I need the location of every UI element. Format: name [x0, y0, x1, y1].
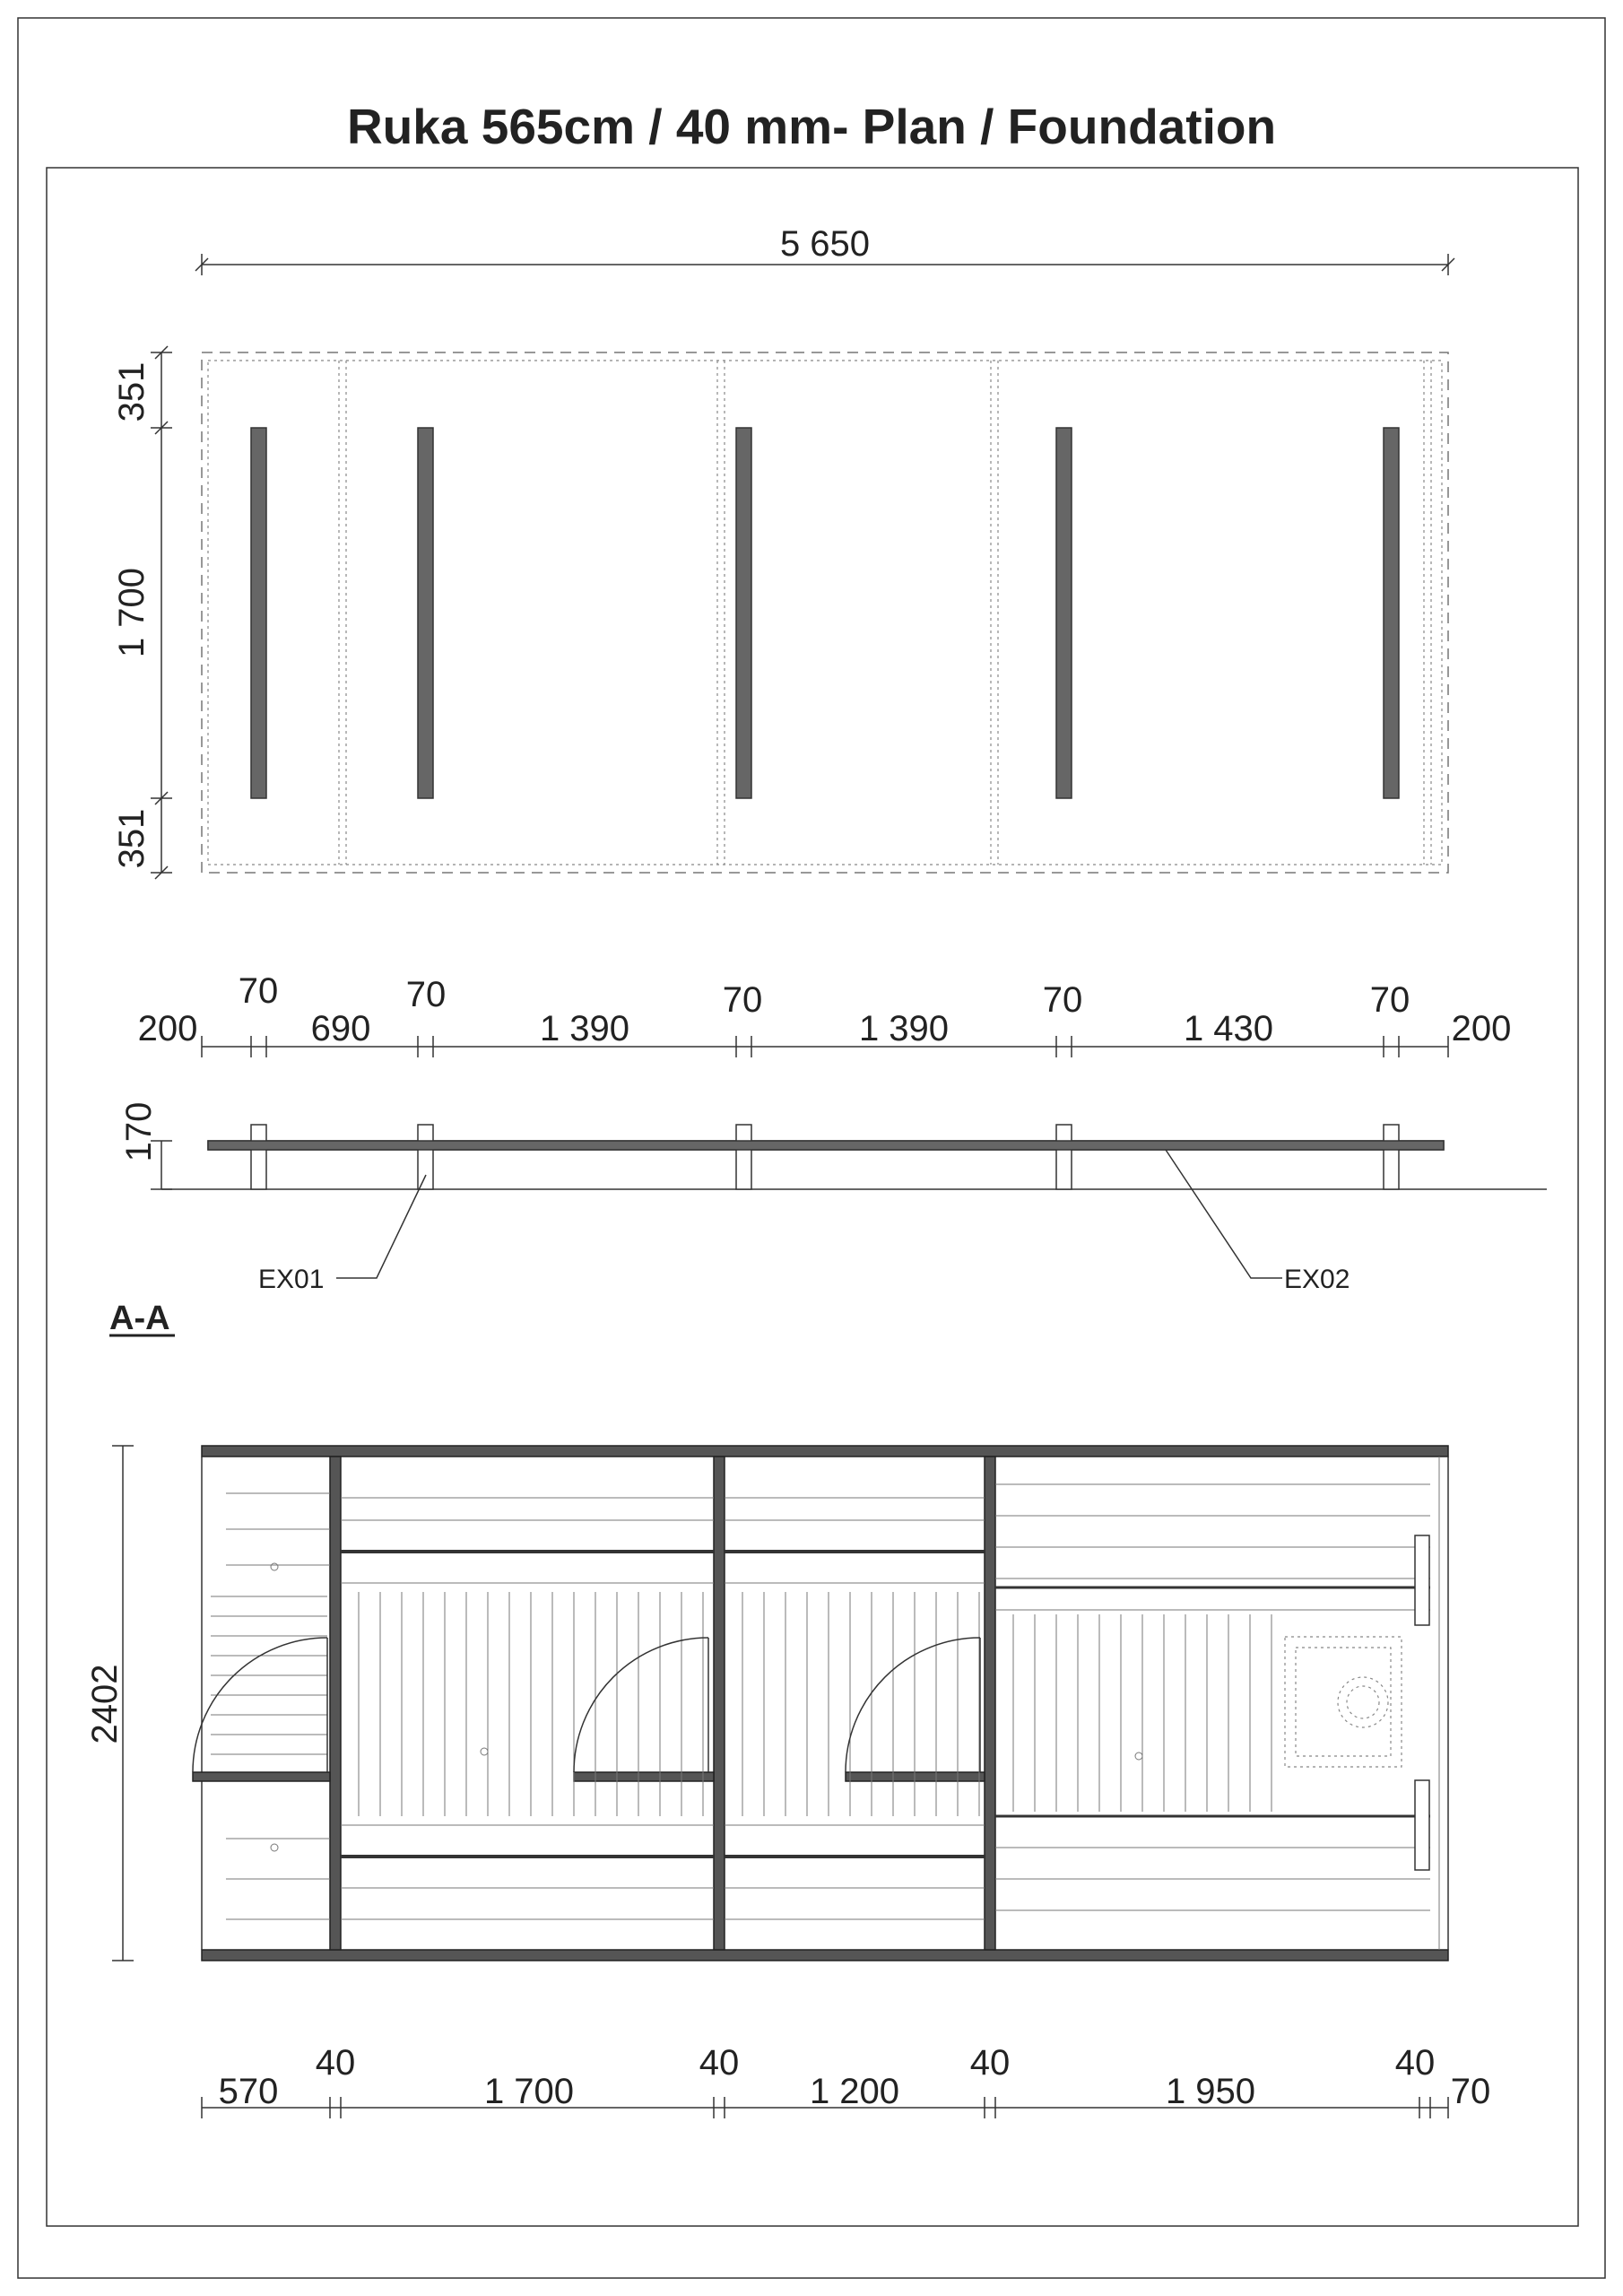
label-ex01: EX01 [258, 1265, 325, 1294]
side-dim-bottom: 351 [112, 808, 152, 869]
room-dim-3: 1 200 [809, 2072, 900, 2111]
side-dim-top: 351 [112, 361, 152, 422]
floor-plan [85, 1446, 1490, 2118]
benches-bottom [226, 1816, 1430, 1919]
entrance-door [193, 1638, 327, 1772]
span-dim-3: 1 390 [539, 1009, 630, 1048]
span-dim-6: 200 [1451, 1009, 1512, 1048]
support-post [251, 1125, 266, 1189]
leader-ex01 [336, 1175, 426, 1278]
foundation-beam [251, 428, 266, 798]
label-ex02: EX02 [1284, 1265, 1350, 1294]
entrance-wall [193, 1772, 330, 1781]
foundation-beam [736, 428, 751, 798]
benches-top [226, 1484, 1430, 1610]
gap-dim-2: 70 [405, 975, 447, 1014]
window [1415, 1535, 1429, 1625]
corridor-wall [574, 1772, 714, 1781]
section-height-dim: 170 [119, 1101, 159, 1162]
foundation-beam [1384, 428, 1399, 798]
room-dim-5: 70 [1450, 2072, 1491, 2111]
span-dim-4: 1 390 [858, 1009, 950, 1048]
support-post [1056, 1125, 1072, 1189]
room-dim-1: 570 [218, 2072, 279, 2111]
spacing-dimensions [138, 971, 1512, 1057]
gap-dim-3: 70 [722, 980, 763, 1020]
support-post [418, 1125, 433, 1189]
leader-ex02 [1166, 1150, 1282, 1278]
outer-wall-bottom [202, 1950, 1448, 1961]
partition-wall [985, 1457, 995, 1950]
room-dim-4: 1 950 [1165, 2072, 1256, 2111]
wall-dim-2: 40 [699, 2043, 740, 2083]
wall-dim-1: 40 [315, 2043, 356, 2083]
support-post [1384, 1125, 1399, 1189]
sauna-stove [1285, 1637, 1402, 1767]
partition-wall [330, 1457, 341, 1950]
window [1415, 1780, 1429, 1870]
foundation-plan [112, 224, 1454, 879]
partition-wall [714, 1457, 725, 1950]
outer-wall-top [202, 1446, 1448, 1457]
gap-dim-4: 70 [1042, 980, 1083, 1020]
foundation-beam [418, 428, 433, 798]
side-dim-middle: 1 700 [112, 567, 152, 658]
overall-length-dim: 5 650 [779, 224, 871, 264]
room-door [846, 1638, 980, 1772]
gap-dim-1: 70 [238, 971, 279, 1011]
floor-slats [211, 1592, 1271, 1816]
gap-dim-5: 70 [1369, 980, 1410, 1020]
wall-dim-3: 40 [969, 2043, 1011, 2083]
span-dim-5: 1 430 [1183, 1009, 1274, 1048]
foundation-section [109, 1102, 1547, 1337]
support-post [736, 1125, 751, 1189]
section-mark: A-A [109, 1300, 170, 1337]
room-door [574, 1638, 708, 1772]
wall-dim-4: 40 [1394, 2043, 1436, 2083]
drawing-title: Ruka 565cm / 40 mm- Plan / Foundation [346, 99, 1277, 154]
foundation-beam [1056, 428, 1072, 798]
floor-width-dim: 2402 [85, 1664, 125, 1744]
span-dim-2: 690 [310, 1009, 371, 1048]
inner-frame [47, 168, 1578, 2226]
room-dim-2: 1 700 [483, 2072, 575, 2111]
span-dim-1: 200 [137, 1009, 198, 1048]
